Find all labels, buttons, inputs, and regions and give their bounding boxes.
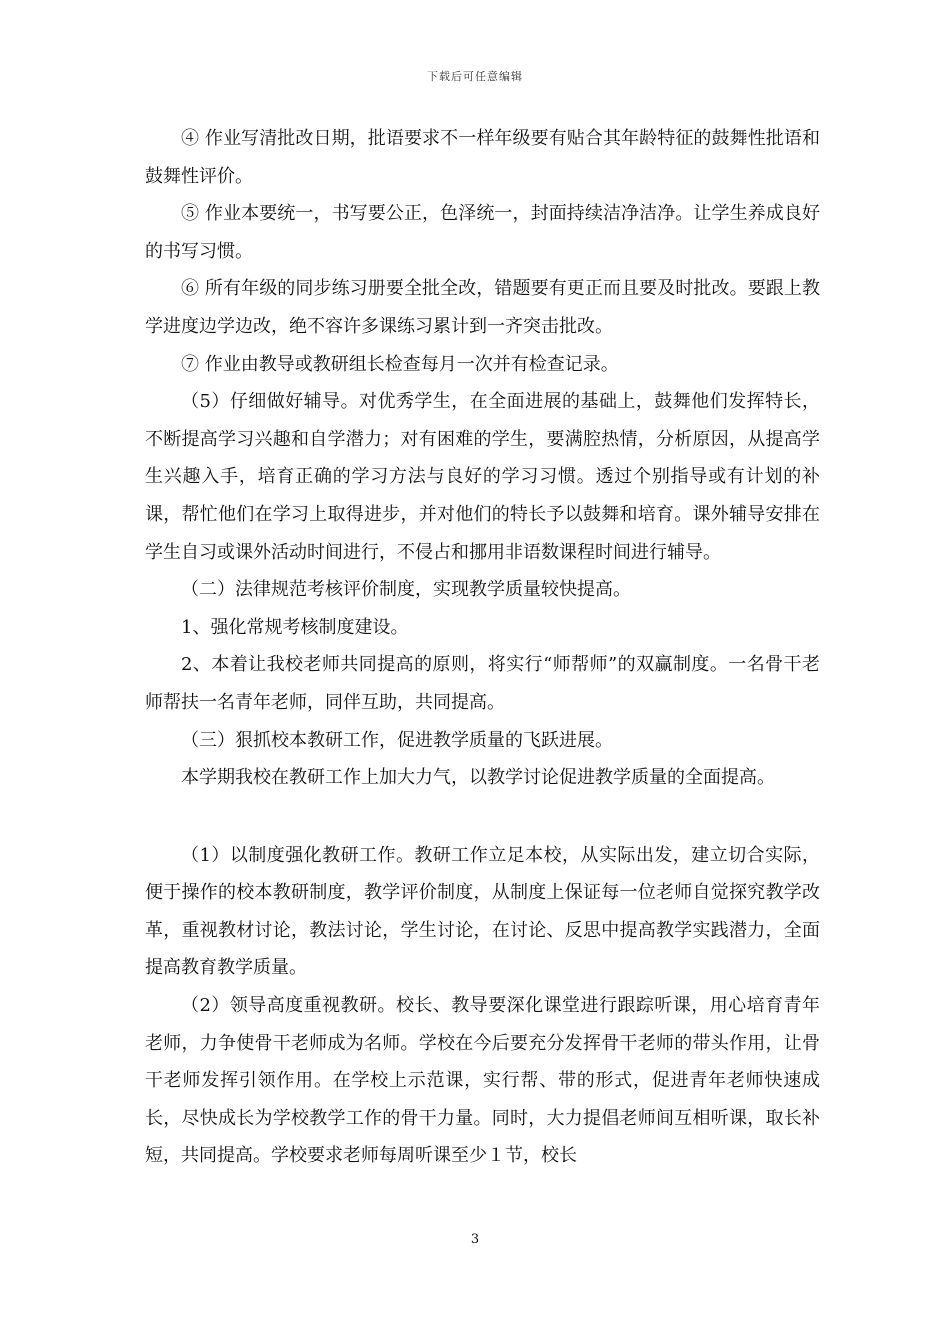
paragraph-tutoring: （5）仔细做好辅导。对优秀学生，在全面进展的基础上，鼓舞他们发挥特长，不断提高学习兴趣和自学潜力；对有困难的学生，要满腔热情，分析原因，从提高学生兴趣入手，培育正确的学习方法与良好的学习习惯。透过个别指导或有计划的补课，帮忙他们在学习上取得进步，并对他们的特长予以鼓舞和培育。课外辅导安排在学生自习或课外活动时间进行，不侵占和挪用非语数课程时间进行辅导。 <box>145 391 820 563</box>
paragraph-spacer <box>145 797 820 837</box>
paragraph-workbook-correction: ⑥ 所有年级的同步练习册要全批全改，错题要有更正而且要及时批改。要跟上教学进度边学边改，绝不容许多课练习累计到一齐突击批改。 <box>145 278 820 337</box>
paragraph-leadership-research: （2）领导高度重视教研。校长、教导要深化课堂进行跟踪听课，用心培育青年老师，力争使骨干老师成为名师。学校在今后要充分发挥骨干老师的带头作用，让骨干老师发挥引领作用。在学校上示范课，实行帮、带的形式，促进青年老师快速成长，尽快成长为学校教学工作的骨干力量。同时，大力提倡老师间互相听课，取长补短，共同提高。学校要求老师每周听课至少１节，校长 <box>145 995 820 1167</box>
paragraph-homework-check: ⑦ 作业由教导或教研组长检查每月一次并有检查记录。 <box>181 353 619 375</box>
paragraph-research-system: （1）以制度强化教研工作。教研工作立足本校，从实际出发，建立切合实际，便于操作的校本教研制度，教学评价制度，从制度上保证每一位老师自觉探究教学改革，重视教材讨论，教法讨论，学生讨论，在讨论、反思中提高教学实践潜力，全面提高教育教学质量。 <box>145 844 820 979</box>
paragraph-homework-date: ④ 作业写清批改日期，批语要求不一样年级要有贴合其年龄特征的鼓舞性批语和鼓舞性评价。 <box>145 128 820 187</box>
paragraph-homework-book: ⑤ 作业本要统一，书写要公正，色泽统一，封面持续洁净洁净。让学生养成良好的书写习惯。 <box>145 203 820 262</box>
page-header-note: 下载后可任意编辑 <box>427 70 523 83</box>
paragraph-mentoring: 2、本着让我校老师共同提高的原则，将实行“师帮师”的双赢制度。一名骨干老师帮扶一名青年老师，同伴互助，共同提高。 <box>145 654 820 713</box>
paragraph-assessment-system: 1、强化常规考核制度建设。 <box>181 616 409 638</box>
section-heading-evaluation: （二）法律规范考核评价制度，实现教学质量较快提高。 <box>181 579 631 601</box>
paragraph-research-intro: 本学期我校在教研工作上加大力气，以教学讨论促进教学质量的全面提高。 <box>181 767 775 789</box>
page-number: 3 <box>470 1232 480 1247</box>
section-heading-research: （三）狠抓校本教研工作，促进教学质量的飞跃进展。 <box>181 729 613 751</box>
document-body <box>145 120 820 1175</box>
